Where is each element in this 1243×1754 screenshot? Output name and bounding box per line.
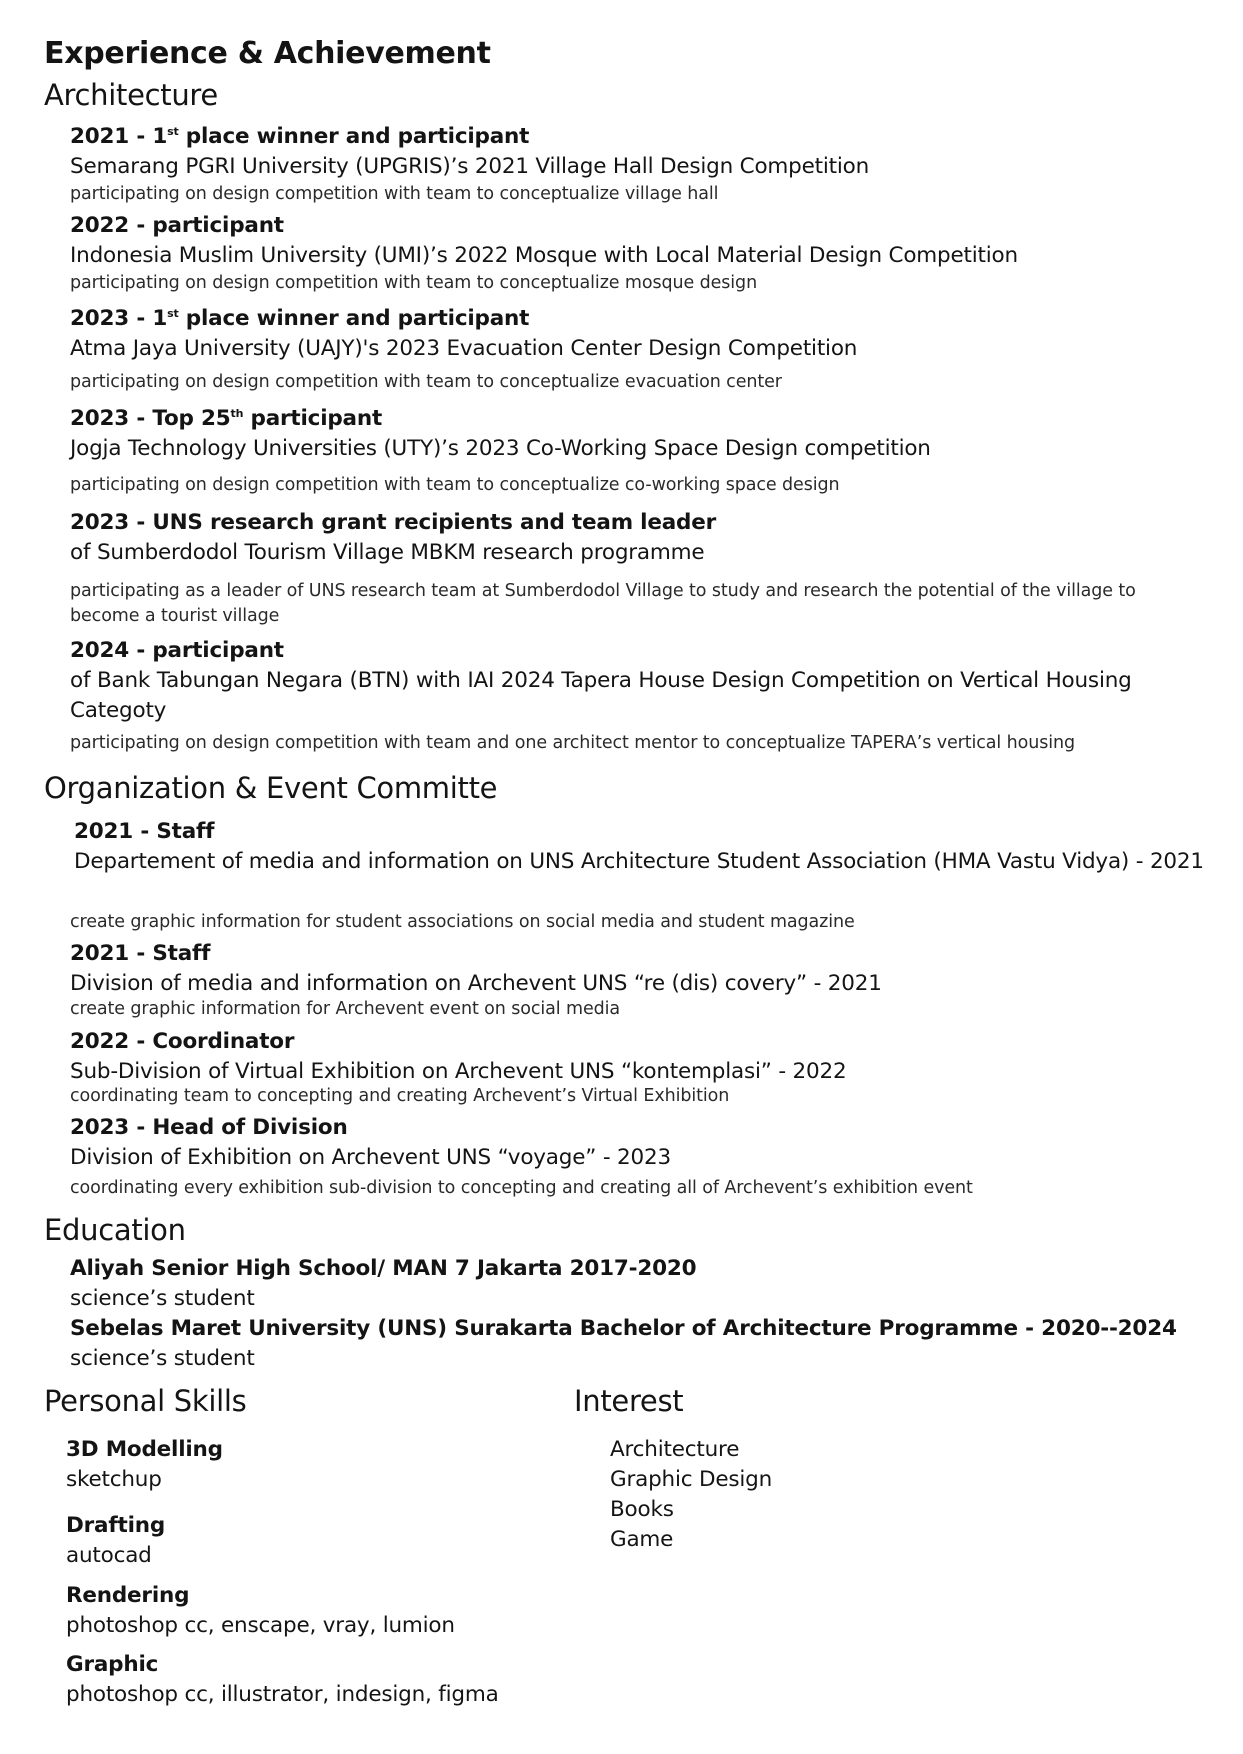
arch-entry-org: of Sumberdodol Tourism Village MBKM research programme [70, 540, 705, 565]
arch-entry-org: of Bank Tabungan Negara (BTN) with IAI 2024 Tapera House Design Competition on Vertical Housing Categoty [70, 668, 1132, 723]
org-entry-desc: coordinating every exhibition sub-division to concepting and creating all of Archevent’s exhibition event [70, 1178, 973, 1198]
arch-entry-org: Semarang PGRI University (UPGRIS)’s 2021 Village Hall Design Competition [70, 154, 870, 179]
arch-entry-desc: participating on design competition with team to conceptualize evacuation center [70, 372, 782, 392]
skill-tools: photoshop cc, illustrator, indesign, figma [66, 1682, 499, 1707]
skill-name: Drafting [66, 1513, 166, 1538]
skill-tools: autocad [66, 1543, 152, 1568]
skill-name: 3D Modelling [66, 1437, 223, 1462]
org-entry-org: Division of media and information on Archevent UNS “re (dis) covery” - 2021 [70, 971, 882, 996]
org-entry-org: Division of Exhibition on Archevent UNS “voyage” - 2023 [70, 1145, 671, 1170]
arch-entry-desc: participating as a leader of UNS research team at Sumberdodol Village to study and research the potential of the village to become a tourist village [70, 581, 1136, 626]
skill-name: Graphic [66, 1652, 159, 1677]
arch-entry-title: 2023 - 1st place winner and participant [70, 306, 530, 331]
org-entry-desc: coordinating team to concepting and creating Archevent’s Virtual Exhibition [70, 1086, 730, 1106]
arch-entry-desc: participating on design competition with team to conceptualize village hall [70, 184, 719, 204]
education-school: Sebelas Maret University (UNS) Surakarta Bachelor of Architecture Programme - 2020--2024 [70, 1316, 1177, 1341]
arch-entry-desc: participating on design competition with team to conceptualize co-working space design [70, 475, 840, 495]
interest-item: Game [610, 1527, 674, 1552]
education-note: science’s student [70, 1346, 255, 1371]
section-heading-interest: Interest [574, 1384, 684, 1418]
section-heading-architecture: Architecture [44, 78, 218, 112]
arch-entry-title: 2023 - UNS research grant recipients and team leader [70, 510, 717, 535]
org-entry-org: Sub-Division of Virtual Exhibition on Archevent UNS “kontemplasi” - 2022 [70, 1059, 847, 1084]
arch-entry-title: 2023 - Top 25th participant [70, 406, 383, 431]
education-school: Aliyah Senior High School/ MAN 7 Jakarta 2017-2020 [70, 1256, 697, 1281]
education-note: science’s student [70, 1286, 255, 1311]
arch-entry-desc: participating on design competition with team to conceptualize mosque design [70, 273, 758, 293]
arch-entry-org: Indonesia Muslim University (UMI)’s 2022 Mosque with Local Material Design Competition [70, 243, 1018, 268]
interest-item: Books [610, 1497, 674, 1522]
section-heading-education: Education [44, 1213, 186, 1247]
org-entry-title: 2021 - Staff [70, 941, 211, 966]
org-entry-title: 2023 - Head of Division [70, 1115, 348, 1140]
skill-tools: photoshop cc, enscape, vray, lumion [66, 1613, 455, 1638]
org-entry-desc: create graphic information for Archevent event on social media [70, 999, 621, 1019]
page-title: Experience & Achievement [44, 36, 491, 71]
arch-entry-desc: participating on design competition with team and one architect mentor to conceptualize TAPERA’s vertical housing [70, 733, 1075, 753]
skill-tools: sketchup [66, 1467, 162, 1492]
arch-entry-title: 2021 - 1st place winner and participant [70, 124, 530, 149]
arch-entry-title: 2022 - participant [70, 213, 284, 238]
arch-entry-org: Atma Jaya University (UAJY)'s 2023 Evacuation Center Design Competition [70, 336, 858, 361]
org-entry-title: 2022 - Coordinator [70, 1029, 295, 1054]
org-entry-desc: create graphic information for student associations on social media and student magazine [70, 912, 855, 932]
arch-entry-title: 2024 - participant [70, 638, 284, 663]
org-entry-title: 2021 - Staff [74, 819, 215, 844]
interest-item: Architecture [610, 1437, 740, 1462]
section-heading-organization: Organization & Event Committe [44, 771, 498, 805]
org-entry-org: Departement of media and information on UNS Architecture Student Association (HMA Vastu Vidya) - 2021 [74, 849, 1204, 874]
interest-item: Graphic Design [610, 1467, 773, 1492]
arch-entry-org: Jogja Technology Universities (UTY)’s 2023 Co-Working Space Design competition [70, 436, 931, 461]
section-heading-skills: Personal Skills [44, 1384, 247, 1418]
skill-name: Rendering [66, 1583, 190, 1608]
